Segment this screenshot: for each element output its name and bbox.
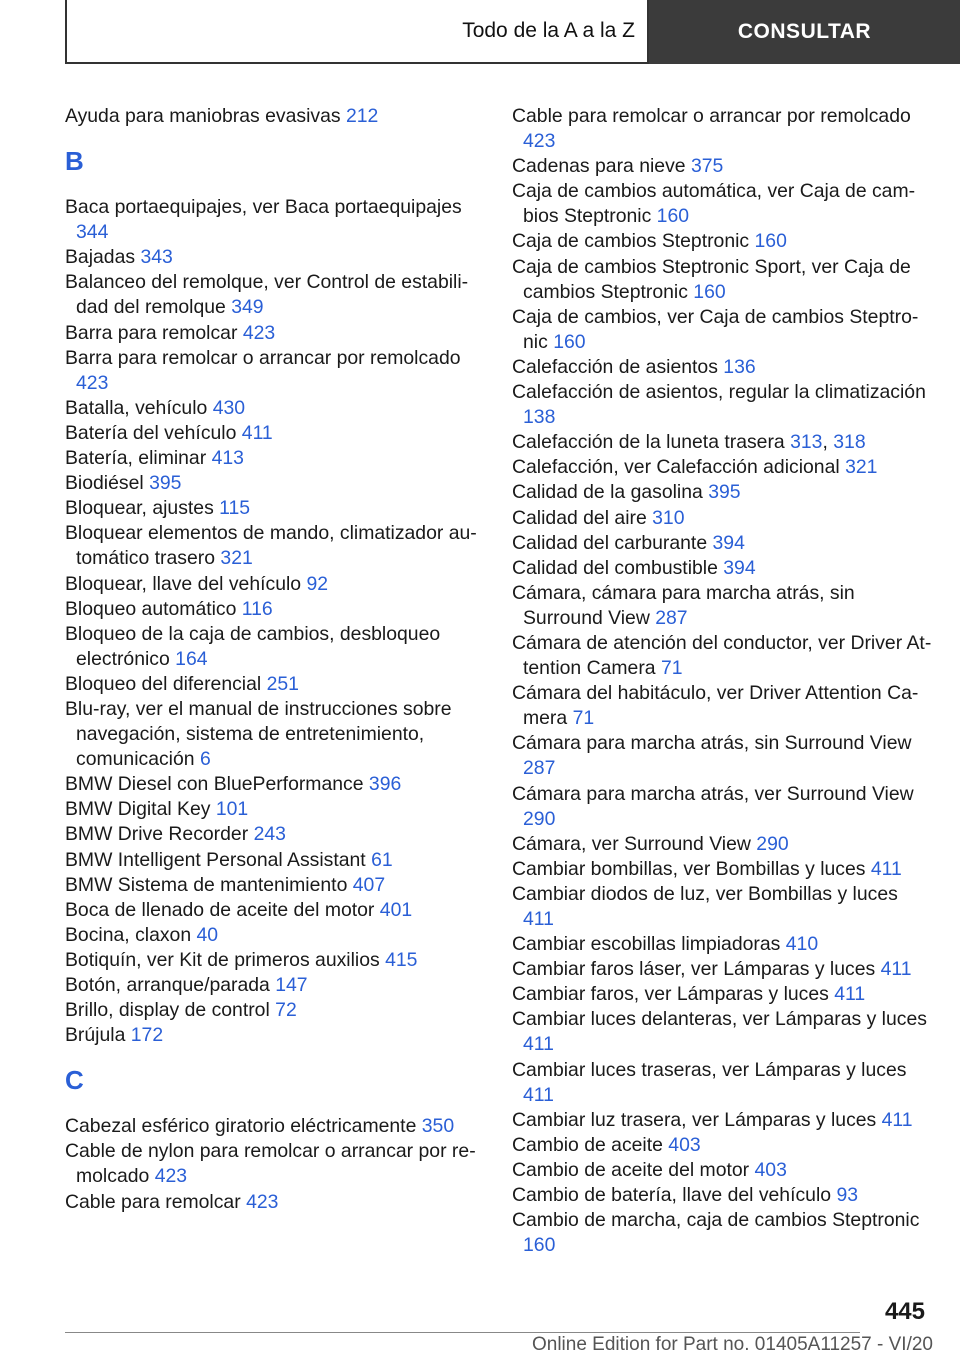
index-entry (512, 480, 932, 505)
index-entry-text: Cambio de aceite del motor (512, 1158, 750, 1181)
index-entry-text: Caja de cambios Steptronic (512, 230, 750, 253)
footer-divider (65, 1332, 860, 1333)
page-reference-link[interactable]: 101 (215, 798, 249, 821)
page-reference-link[interactable]: 160 (693, 280, 726, 303)
index-entry-text: Cadenas para nieve (512, 155, 686, 178)
index-entry (512, 681, 932, 731)
index-entry (65, 396, 480, 421)
page-reference-link[interactable]: 172 (130, 1024, 164, 1047)
page-reference-link[interactable]: 411 (834, 983, 866, 1006)
page-reference-link[interactable]: 430 (212, 396, 246, 419)
index-entry (65, 446, 480, 471)
page-reference-link[interactable]: 164 (175, 647, 208, 670)
page-reference-link[interactable]: 411 (523, 1083, 554, 1106)
index-entry-text: BMW Sistema de mantenimiento (65, 873, 348, 896)
index-entry-text: Cambio de aceite (512, 1133, 663, 1156)
index-entry (512, 531, 932, 556)
page-reference-link[interactable]: 423 (242, 321, 276, 344)
index-entry (65, 572, 480, 597)
index-entry (65, 973, 480, 998)
index-entry (65, 948, 480, 973)
index-entry-text: Cámara, ver Surround View (512, 832, 751, 855)
index-entry (65, 421, 480, 446)
page-reference-link[interactable]: 411 (523, 908, 554, 930)
index-entry (65, 195, 480, 245)
index-entry (512, 1007, 932, 1057)
tab-consultar[interactable]: CONSULTAR (649, 0, 960, 64)
page-reference-link[interactable]: 411 (881, 1108, 913, 1131)
index-entry-text: Barra para remolcar (65, 321, 238, 344)
index-entry (65, 822, 480, 847)
index-entry-text: Cambiar escobillas limpiadoras (512, 933, 781, 956)
index-entry-text: Calidad del combustible (512, 556, 718, 579)
page-reference-link[interactable]: 61 (371, 848, 393, 871)
page-reference-link[interactable]: 310 (652, 506, 685, 529)
page-reference-link[interactable]: 321 (220, 547, 253, 570)
index-entry (65, 521, 480, 571)
page-reference-link[interactable]: 415 (385, 948, 418, 971)
page-reference-link[interactable]: 243 (253, 823, 286, 846)
index-entry-text: Bocina, claxon (65, 923, 192, 946)
page-reference-link[interactable]: 313 (790, 431, 823, 454)
index-entry (512, 305, 932, 355)
page-reference-link[interactable]: 287 (523, 757, 556, 780)
index-entry-text: Boca de llenado de aceite del motor (65, 898, 375, 921)
index-entry (65, 1190, 480, 1215)
page-reference-link[interactable]: 160 (523, 1234, 556, 1257)
index-entry (512, 1058, 932, 1108)
index-entry-text: Brillo, display de control (65, 999, 270, 1022)
index-entry (512, 179, 932, 229)
page-reference-link[interactable]: 349 (231, 296, 264, 319)
index-entry-text: Cambiar luz trasera, ver Lámparas y luces (512, 1108, 877, 1131)
index-entry (512, 932, 932, 957)
page-reference-link[interactable]: 411 (241, 421, 273, 444)
index-entry-text: Cámara para marcha atrás, sin Surround View (512, 732, 912, 755)
index-entry (512, 581, 932, 631)
index-entry-text: Cabezal esférico giratorio eléctricamente (65, 1115, 417, 1138)
page-reference-link[interactable]: 411 (523, 1033, 554, 1056)
index-entry-text: Cambiar bombillas, ver Bombillas y luces (512, 857, 866, 880)
index-entry-text: Bloqueo automático (65, 597, 237, 620)
index-entry-text: Brújula (65, 1024, 126, 1047)
index-entry-text: Botón, arranque/parada (65, 974, 270, 996)
page-reference-link[interactable]: 138 (523, 406, 556, 429)
page-reference-link[interactable]: 160 (754, 230, 787, 253)
index-entry-text: Cambio de batería, llave del vehículo (512, 1184, 832, 1207)
page-reference-link[interactable]: 394 (723, 556, 756, 579)
index-entry-text: Blu-ray, ver el manual de instrucciones sobre navegación, sistema de entretenimiento, comunicación (65, 697, 452, 771)
index-entry-text: Bajadas (65, 246, 136, 269)
index-entry (65, 104, 480, 129)
page-reference-link[interactable]: 395 (708, 481, 741, 504)
index-entry-text: Cambiar diodos de luz, ver Bombillas y luces (512, 882, 898, 905)
index-entry (65, 797, 480, 822)
page-reference-link[interactable]: 396 (368, 773, 402, 796)
index-column-right (512, 104, 932, 1258)
index-entry (65, 772, 480, 797)
index-entry (512, 506, 932, 531)
page-reference-link[interactable]: 136 (723, 355, 756, 378)
page-reference-link[interactable]: 413 (211, 447, 244, 470)
index-entry (65, 346, 480, 396)
index-entry (65, 471, 480, 496)
index-entry (512, 1183, 932, 1208)
index-entry (65, 672, 480, 697)
index-entry (65, 697, 480, 772)
page-reference-link[interactable]: 40 (196, 923, 219, 946)
index-entry (65, 597, 480, 622)
index-entry (512, 731, 932, 781)
index-entry-text: Calefacción de asientos (512, 355, 718, 378)
index-entry-text: Caja de cambios, ver Caja de cambios Steptronic (512, 305, 919, 353)
index-entry: Calefacción de la luneta trasera 313, 318 (512, 431, 866, 454)
page-reference-link[interactable]: 343 (140, 246, 173, 269)
index-entry-text: Cable de nylon para remolcar o arrancar por remolcado (65, 1140, 476, 1188)
index-entry-text: Balanceo del remolque, ver Control de estabilidad del remolque (65, 271, 469, 319)
index-entry (512, 1133, 932, 1158)
index-entry (512, 255, 932, 305)
page-reference-link[interactable]: 290 (756, 832, 789, 855)
index-entry (512, 1158, 932, 1183)
index-entry-text: Cambiar faros láser, ver Lámparas y luces (512, 958, 876, 981)
index-entry (65, 1023, 480, 1048)
index-entry-text: BMW Diesel con BluePerformance (65, 773, 364, 796)
page-number: 445 (884, 1298, 925, 1325)
header-tabs (65, 0, 960, 64)
index-entry (65, 1114, 480, 1139)
page-reference-link[interactable]: 116 (241, 597, 273, 620)
index-entry-text: Caja de cambios Steptronic Sport, ver Caja de cambios Steptronic (512, 255, 911, 303)
page-reference-link[interactable]: 93 (836, 1184, 859, 1207)
index-entry-text: Calefacción de la luneta trasera (512, 431, 785, 454)
page-reference-link[interactable]: 287 (655, 606, 688, 629)
page-reference-link[interactable]: 403 (754, 1158, 787, 1181)
index-entry-text: Bloquear, ajustes (65, 497, 214, 520)
page-reference-link[interactable]: 147 (275, 974, 308, 996)
index-entry (65, 998, 480, 1023)
page-reference-link[interactable]: 423 (76, 371, 109, 394)
index-entry-text: Calefacción de asientos, regular la climatización (512, 381, 926, 404)
index-entry-text: Cámara, cámara para marcha atrás, sin Surround View (512, 581, 855, 629)
index-entry-text: Calidad del carburante (512, 531, 708, 554)
index-entry (512, 154, 932, 179)
index-entry (65, 898, 480, 923)
page-reference-link[interactable]: 410 (785, 933, 819, 956)
index-entry-text: Batería del vehículo (65, 421, 237, 444)
page-reference-link[interactable]: 6 (199, 748, 211, 771)
index-entry-text: Batalla, vehículo (65, 396, 208, 419)
page-reference-link[interactable]: 411 (880, 958, 912, 981)
index-entry (512, 355, 932, 380)
page-reference-link[interactable]: 344 (76, 221, 109, 244)
index-entry-text: Cambio de marcha, caja de cambios Steptronic (512, 1209, 920, 1232)
index-entry (65, 321, 480, 346)
index-entry-text: BMW Intelligent Personal Assistant (65, 848, 366, 871)
page-reference-link[interactable]: 423 (246, 1190, 279, 1213)
page-reference-link[interactable]: 72 (275, 999, 297, 1022)
page-reference-link[interactable]: 401 (379, 898, 413, 921)
footer-edition-text: Online Edition for Part no. 01405A11257 - VI/20 (531, 1334, 933, 1355)
index-entry-text: Caja de cambios automática, ver Caja de cambios Steptronic (512, 180, 916, 228)
index-entry (512, 857, 932, 882)
page-reference-link[interactable]: 375 (690, 155, 724, 178)
index-entry (512, 104, 932, 154)
page-reference-link[interactable]: 160 (553, 330, 586, 353)
index-entry-text: BMW Drive Recorder (65, 823, 249, 846)
page-reference-link[interactable]: 318 (833, 431, 866, 454)
section-letter: C (65, 1065, 84, 1096)
page-reference-link[interactable]: 407 (352, 873, 386, 896)
index-entry-text: BMW Digital Key (65, 798, 211, 821)
index-column-left (65, 104, 480, 1215)
index-entry-text: Cámara del habitáculo, ver Driver Attention Camera (512, 682, 919, 730)
page-reference-link[interactable]: 411 (870, 857, 902, 880)
page-reference-link[interactable]: 212 (345, 105, 379, 127)
index-entry-text: Cambiar luces delanteras, ver Lámparas y luces (512, 1008, 927, 1031)
page-reference-link[interactable]: 251 (266, 672, 299, 695)
page-reference-link[interactable]: 160 (656, 205, 690, 228)
index-entry-text: Bloquear elementos de mando, climatizador automático trasero (65, 522, 477, 570)
index-entry (512, 1108, 932, 1133)
index-entry-text: Bloqueo del diferencial (65, 672, 262, 695)
page-reference-link[interactable]: 423 (523, 130, 556, 153)
index-entry (65, 622, 480, 672)
page-reference-link[interactable]: 92 (306, 572, 329, 595)
index-entry-text: Calidad del aire (512, 506, 647, 529)
page-reference-link[interactable]: 71 (572, 707, 595, 730)
index-entry (512, 455, 932, 480)
index-entry (512, 882, 932, 932)
index-entry-text: Cámara para marcha atrás, ver Surround View (512, 782, 914, 805)
page-reference-link[interactable]: 423 (154, 1165, 188, 1188)
index-entry-text: Biodiésel (65, 472, 144, 495)
index-entry-text: Cable para remolcar o arrancar por remolcado (512, 105, 911, 127)
index-entry-text: Barra para remolcar o arrancar por remolcado (65, 346, 461, 369)
index-entry (512, 832, 932, 857)
index-entry-text: Calefacción, ver Calefacción adicional (512, 456, 840, 479)
index-entry (65, 270, 480, 320)
index-entry (512, 982, 932, 1007)
index-entry-text: Cambiar luces traseras, ver Lámparas y luces (512, 1058, 907, 1081)
page-reference-link[interactable]: 71 (660, 657, 683, 680)
index-entry (65, 245, 480, 270)
index-entry-text: Ayuda para maniobras evasivas (65, 105, 341, 127)
page-reference-link[interactable]: 403 (668, 1133, 701, 1156)
index-entry (512, 782, 932, 832)
page-reference-link[interactable]: 350 (421, 1115, 455, 1138)
index-entry-text: Cable para remolcar (65, 1190, 241, 1213)
index-entry (512, 1208, 932, 1258)
index-entry-text: Cámara de atención del conductor, ver Driver Attention Camera (512, 631, 932, 680)
page-reference-link[interactable]: 321 (845, 456, 878, 479)
index-entry-text: Batería, eliminar (65, 447, 207, 470)
index-entry (65, 496, 480, 521)
index-entry (512, 957, 932, 982)
index-entry-text: Bloqueo de la caja de cambios, desbloqueo electrónico (65, 622, 441, 670)
page-reference-link[interactable]: 394 (712, 531, 745, 554)
index-entry (65, 848, 480, 873)
index-entry (65, 923, 480, 948)
index-entry-text: Bloquear, llave del vehículo (65, 572, 302, 595)
index-entry-text: Botiquín, ver Kit de primeros auxilios (65, 948, 380, 971)
index-entry (65, 1139, 480, 1189)
tab-todo-a-z[interactable]: Todo de la A a la Z (65, 0, 649, 64)
index-entry (512, 631, 932, 681)
index-entry (512, 229, 932, 254)
section-letter: B (65, 146, 84, 177)
index-entry (512, 556, 932, 581)
index-entry-text: Calidad de la gasolina (512, 481, 703, 504)
page-reference-link[interactable]: 115 (219, 497, 251, 520)
page-reference-link[interactable]: 395 (149, 472, 182, 495)
index-entry (65, 873, 480, 898)
page-reference-link[interactable]: 290 (523, 807, 556, 830)
index-entry-text: Baca portaequipajes, ver Baca portaequipajes (65, 196, 462, 219)
index-entry-text: Cambiar faros, ver Lámparas y luces (512, 983, 829, 1006)
index-entry (512, 380, 932, 430)
